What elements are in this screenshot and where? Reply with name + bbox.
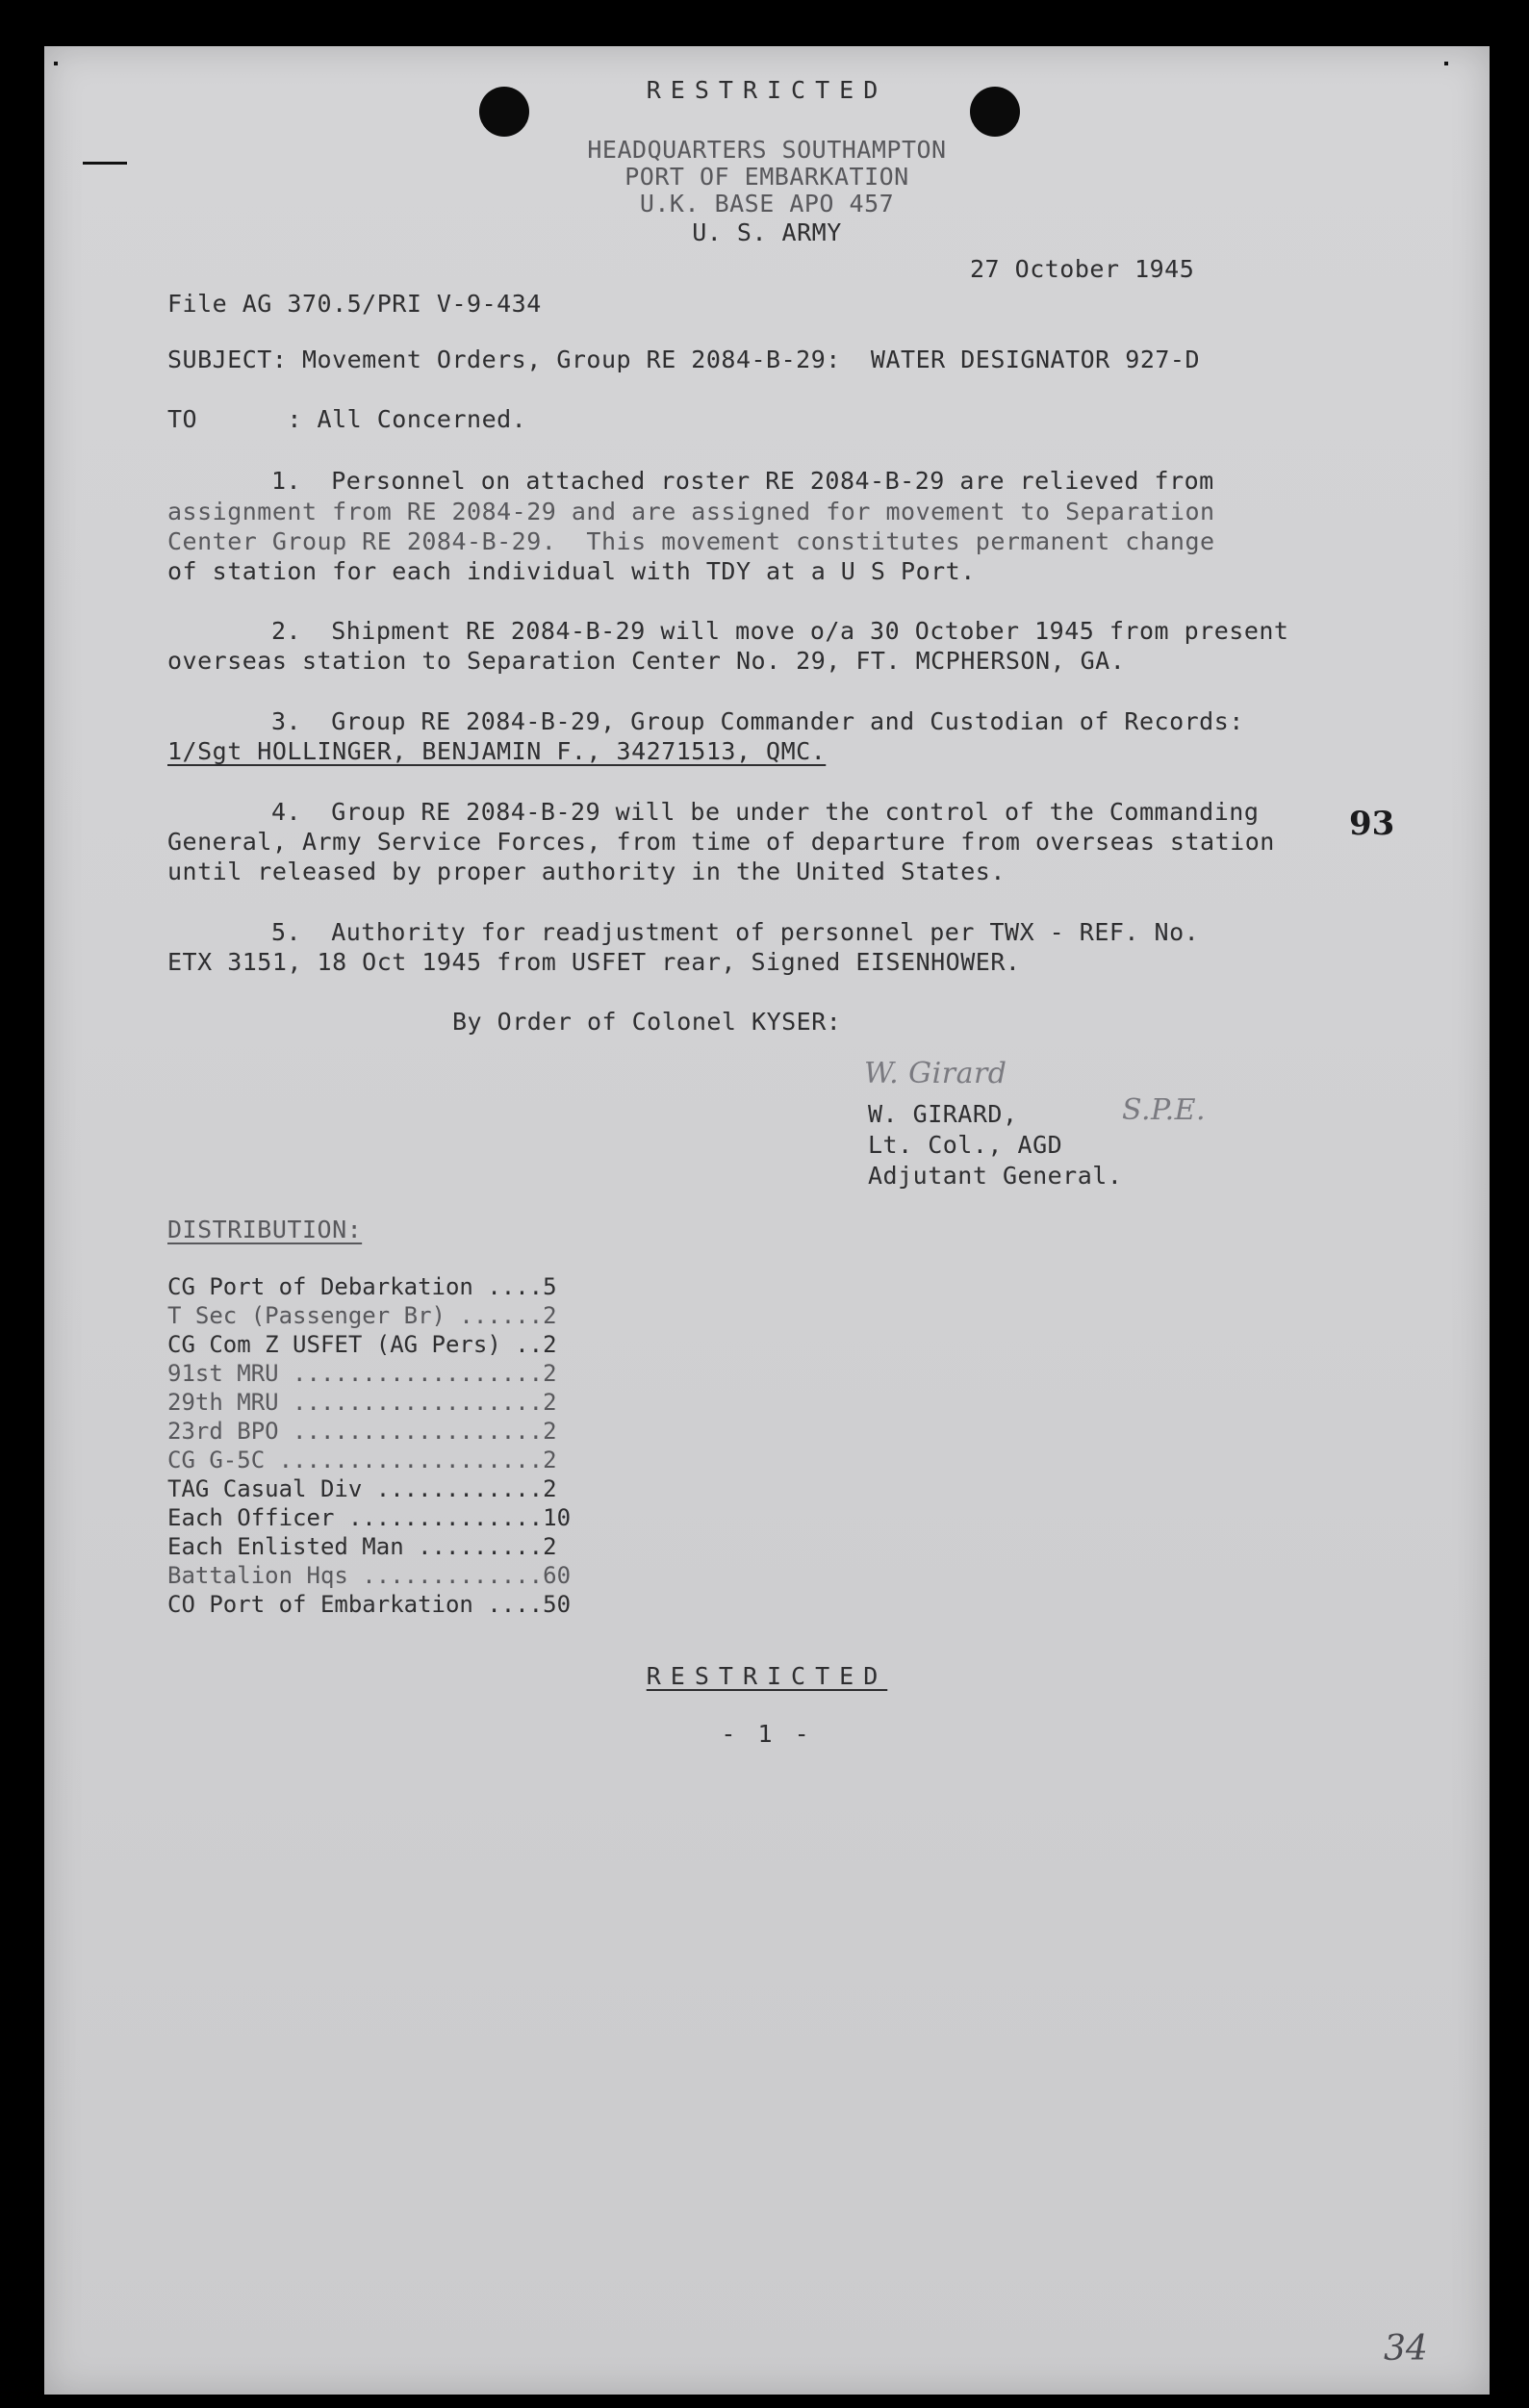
signer-title: Adjutant General. (868, 1162, 1123, 1190)
page-number: - 1 - (721, 1720, 813, 1748)
paragraph-4-line-1: 4. Group RE 2084-B-29 will be under the control of the Commanding (271, 798, 1260, 826)
subject-line: SUBJECT: Movement Orders, Group RE 2084-B-29: WATER DESIGNATOR 927-D (167, 346, 1201, 373)
stamped-page-number: 93 (1349, 805, 1395, 843)
classification-top: RESTRICTED (646, 76, 888, 104)
distribution-row: CG Com Z USFET (AG Pers) ..2 (167, 1331, 557, 1358)
signer-rank: Lt. Col., AGD (868, 1131, 1063, 1159)
paragraph-1-line-3: Center Group RE 2084-B-29. This movement constitutes permanent change (167, 527, 1215, 555)
file-reference: File AG 370.5/PRI V-9-434 (167, 290, 542, 318)
distribution-row: TAG Casual Div ............2 (167, 1475, 557, 1502)
paragraph-4-line-3: until released by proper authority in the United States. (167, 858, 1006, 885)
paragraph-2-line-1: 2. Shipment RE 2084-B-29 will move o/a 30 October 1945 from present (271, 617, 1289, 645)
paragraph-1-line-4: of station for each individual with TDY at a U S Port. (167, 557, 976, 585)
corner-dot-left (54, 62, 58, 65)
corner-dot-right (1444, 62, 1448, 65)
distribution-row: CG G-5C ...................2 (167, 1447, 557, 1473)
paragraph-2-line-2: overseas station to Separation Center No. 29, FT. MCPHERSON, GA. (167, 647, 1126, 675)
hq-line-3: U.K. BASE APO 457 (639, 190, 895, 218)
document-page (44, 46, 1490, 2395)
signer-name: W. GIRARD, (868, 1100, 1018, 1128)
by-order-line: By Order of Colonel KYSER: (452, 1008, 842, 1036)
distribution-row: Battalion Hqs .............60 (167, 1562, 572, 1589)
hq-line-4: U. S. ARMY (692, 218, 842, 246)
classification-bottom: RESTRICTED (646, 1662, 888, 1690)
paragraph-3-line-1: 3. Group RE 2084-B-29, Group Commander and Custodian of Records: (271, 707, 1244, 735)
hq-line-2: PORT OF EMBARKATION (624, 163, 909, 191)
document-date: 27 October 1945 (970, 255, 1195, 283)
distribution-row: T Sec (Passenger Br) ......2 (167, 1302, 557, 1329)
paragraph-4-line-2: General, Army Service Forces, from time of departure from overseas station (167, 828, 1275, 856)
paragraph-1-line-1: 1. Personnel on attached roster RE 2084-B-29 are relieved from (271, 467, 1214, 495)
handwritten-initials: S.P.E. (1122, 1093, 1207, 1127)
paragraph-5-line-2: ETX 3151, 18 Oct 1945 from USFET rear, Signed EISENHOWER. (167, 948, 1021, 976)
paragraph-5-line-1: 5. Authority for readjustment of personnel per TWX - REF. No. (271, 918, 1200, 946)
handwritten-signature: W. Girard (864, 1057, 1007, 1090)
distribution-heading: DISTRIBUTION: (167, 1216, 363, 1243)
distribution-row: CG Port of Debarkation ....5 (167, 1273, 557, 1300)
distribution-row: Each Enlisted Man .........2 (167, 1533, 557, 1560)
hq-line-1: HEADQUARTERS SOUTHAMPTON (587, 136, 947, 164)
handwritten-corner-number: 34 (1384, 2329, 1428, 2369)
paragraph-1-line-2: assignment from RE 2084-29 and are assigned for movement to Separation (167, 498, 1215, 525)
distribution-row: Each Officer ..............10 (167, 1504, 572, 1531)
distribution-row: 29th MRU ..................2 (167, 1389, 557, 1416)
paragraph-3-line-2: 1/Sgt HOLLINGER, BENJAMIN F., 34271513, QMC. (167, 737, 827, 765)
distribution-row: CO Port of Embarkation ....50 (167, 1591, 572, 1618)
distribution-row: 91st MRU ..................2 (167, 1360, 557, 1387)
distribution-row: 23rd BPO ..................2 (167, 1418, 557, 1445)
to-line: TO : All Concerned. (167, 405, 527, 433)
